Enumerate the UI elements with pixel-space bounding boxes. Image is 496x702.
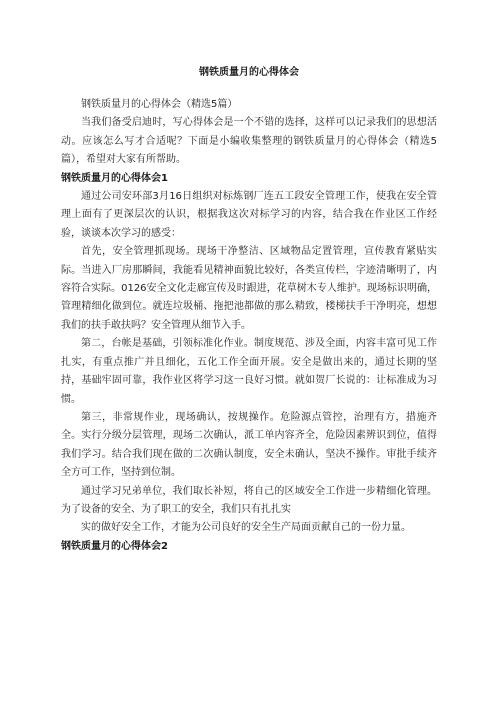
paragraph: 当我们备受启迪时，写心得体会是一个不错的选择，这样可以记录我们的思想活动。应该怎么写才合适呢？下面是小编收集整理的钢铁质量月的心得体会（精选5篇），希望对大家有所帮助。 [61, 117, 437, 166]
paragraph: 首先，安全管理抓现场。现场干净整洁、区域物品定置管理，宣传教育紧贴实际。当进入厂房那瞬间，我能看见精神面貌比较好，各类宣传栏，字迹清晰明了，内容符合实际。0126安全文化走廊宣传及时跟进，花草树木专人维护。现场标识明确，管理精细化做到位。就连垃圾桶、拖把池都做的那么精致，楼梯扶手干净明亮，想想我们的扶手敢扶吗？安全管理从细节入手。 [61, 246, 437, 331]
paragraph: 实的做好安全工作，才能为公司良好的安全生产局面贡献自己的一份力量。 [81, 522, 411, 534]
paragraph: 通过公司安环部3月16日组织对标炼钢厂连五工段安全管理工作，使我在安全管理上面有了更深层次的认识，根据我这次对标学习的内容，结合我在作业区工作经验，谈谈本次学习的感受： [61, 191, 437, 239]
paragraph: 第二，台帐是基础，引领标准化作业。制度规范、涉及全面，内容丰富可见工作扎实，有重点推广并且细化，五化工作全面开展。安全是做出来的，通过长期的坚持，基础牢固可靠，我作业区将学习这一良好习惯。就如贺厂长说的：让标准成为习惯。 [61, 338, 437, 405]
section-heading: 钢铁质量月的心得体会1 [61, 172, 168, 184]
paragraph: 钢铁质量月的心得体会（精选5篇） [81, 99, 238, 110]
document-title: 钢铁质量月的心得体会 [199, 67, 299, 78]
paragraph: 通过学习兄弟单位，我们取长补短，将自己的区域安全工作进一步精细化管理。为了设备的安全、为了职工的安全，我们只有扎扎实 [61, 485, 437, 515]
section-heading: 钢铁质量月的心得体会2 [61, 540, 168, 552]
document-body [61, 96, 437, 556]
paragraph: 第三，非常规作业，现场确认，按规操作。危险源点管控，治理有方，措施齐全。实行分级分层管理，现场二次确认，派工单内容齐全，危险因素辨识到位，值得我们学习。结合我们现在做的二次确认制度，安全未确认，坚决不操作。审批手续齐全方可工作，坚持到位制。 [61, 411, 437, 479]
